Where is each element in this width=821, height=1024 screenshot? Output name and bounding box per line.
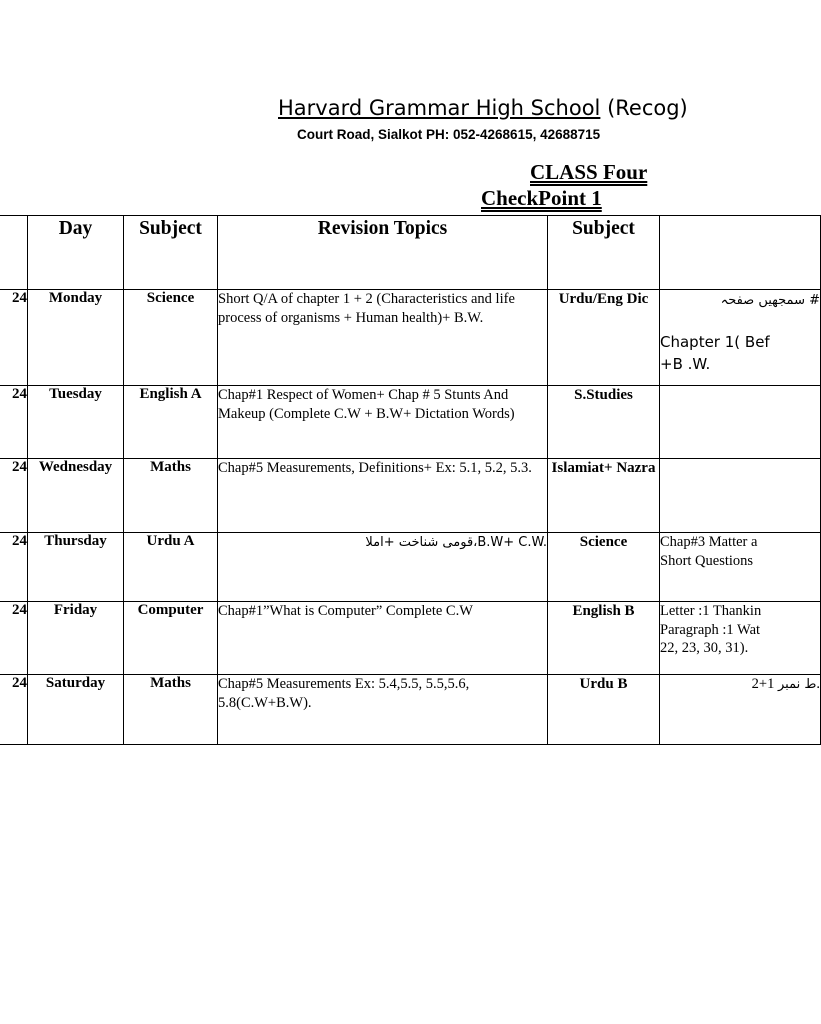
- revision-urdu-text: قومی شناخت +املا،: [365, 535, 478, 550]
- revision2-urdu-line: سمجھیں صفحہ #: [720, 293, 820, 308]
- table-row: [0, 533, 821, 602]
- cell-date: 24: [0, 602, 28, 675]
- cell-date: 24: [0, 459, 28, 533]
- school-suffix: (Recog): [600, 96, 688, 120]
- cell-revision-2: [660, 290, 821, 386]
- header-date: [0, 216, 28, 290]
- cell-revision-2: [660, 602, 821, 675]
- cell-subject: Computer: [124, 602, 218, 675]
- revision2-line: +B .W.: [660, 354, 711, 373]
- revision2-line: 22, 23, 30, 31).: [660, 640, 749, 656]
- header-subject-2: Subject: [548, 216, 660, 290]
- cell-date: 24: [0, 533, 28, 602]
- cell-day: Monday: [28, 290, 124, 386]
- revision2-line: Chapter 1( Bef: [660, 332, 770, 351]
- table-row: [0, 459, 821, 533]
- cell-subject: Science: [124, 290, 218, 386]
- cell-subject: English A: [124, 386, 218, 459]
- cell-day: Thursday: [28, 533, 124, 602]
- cell-revision: Chap#1 Respect of Women+ Chap # 5 Stunts And Makeup (Complete C.W + B.W+ Dictation Words): [218, 386, 548, 459]
- cell-subject-2: S.Studies: [548, 386, 660, 459]
- table-header-row: [0, 216, 821, 290]
- cell-revision-2: [660, 386, 821, 459]
- cell-date: 24: [0, 290, 28, 386]
- school-address: Court Road, Sialkot PH: 052-4268615, 42688715: [297, 127, 601, 142]
- cell-revision: Chap#5 Measurements, Definitions+ Ex: 5.1, 5.2, 5.3.: [218, 459, 548, 533]
- cell-subject-2: English B: [548, 602, 660, 675]
- table-row: [0, 675, 821, 745]
- cell-subject: Urdu A: [124, 533, 218, 602]
- cell-revision: [218, 533, 548, 602]
- cell-revision-2: [660, 533, 821, 602]
- cell-day: Tuesday: [28, 386, 124, 459]
- cell-subject-2: Science: [548, 533, 660, 602]
- revision2-line: Chap#3 Matter a: [660, 534, 758, 550]
- cell-subject-2: Islamiat+ Nazra: [548, 459, 660, 533]
- cell-revision: Chap#1”What is Computer” Complete C.W: [218, 602, 548, 675]
- revision-schedule-table: [0, 215, 821, 745]
- revision-latin-text: B.W+ C.W.: [477, 535, 547, 550]
- cell-subject-2: Urdu/Eng Dic: [548, 290, 660, 386]
- revision2-line: Letter :1 Thankin: [660, 603, 762, 619]
- revision2-urdu-text: ط نمبر: [777, 677, 817, 692]
- cell-day: Saturday: [28, 675, 124, 745]
- cell-subject-2: Urdu B: [548, 675, 660, 745]
- cell-date: 24: [0, 386, 28, 459]
- cell-subject: Maths: [124, 675, 218, 745]
- header-subject: Subject: [124, 216, 218, 290]
- cell-revision-2: [660, 459, 821, 533]
- cell-date: 24: [0, 675, 28, 745]
- school-name: Harvard Grammar High School: [278, 96, 601, 120]
- revision2-line: Paragraph :1 Wat: [660, 621, 761, 638]
- revision2-latin-text: 1+2.: [751, 676, 820, 692]
- cell-day: Friday: [28, 602, 124, 675]
- cell-revision: Short Q/A of chapter 1 + 2 (Characteristics and life process of organisms + Human health)+ B.W.: [218, 290, 548, 386]
- cell-subject: Maths: [124, 459, 218, 533]
- class-label: CLASS Four: [530, 160, 648, 184]
- school-title: [278, 96, 688, 120]
- table-row: [0, 386, 821, 459]
- checkpoint-label: CheckPoint 1: [481, 186, 602, 210]
- table-row: [0, 290, 821, 386]
- header-day: Day: [28, 216, 124, 290]
- cell-revision: Chap#5 Measurements Ex: 5.4,5.5, 5.5,5.6, 5.8(C.W+B.W).: [218, 675, 548, 745]
- cell-day: Wednesday: [28, 459, 124, 533]
- cell-revision-2: [660, 675, 821, 745]
- header-revision-topics: Revision Topics: [218, 216, 548, 290]
- header-revision-topics-2: [660, 216, 821, 290]
- table-row: [0, 602, 821, 675]
- revision2-line: Short Questions: [660, 552, 754, 569]
